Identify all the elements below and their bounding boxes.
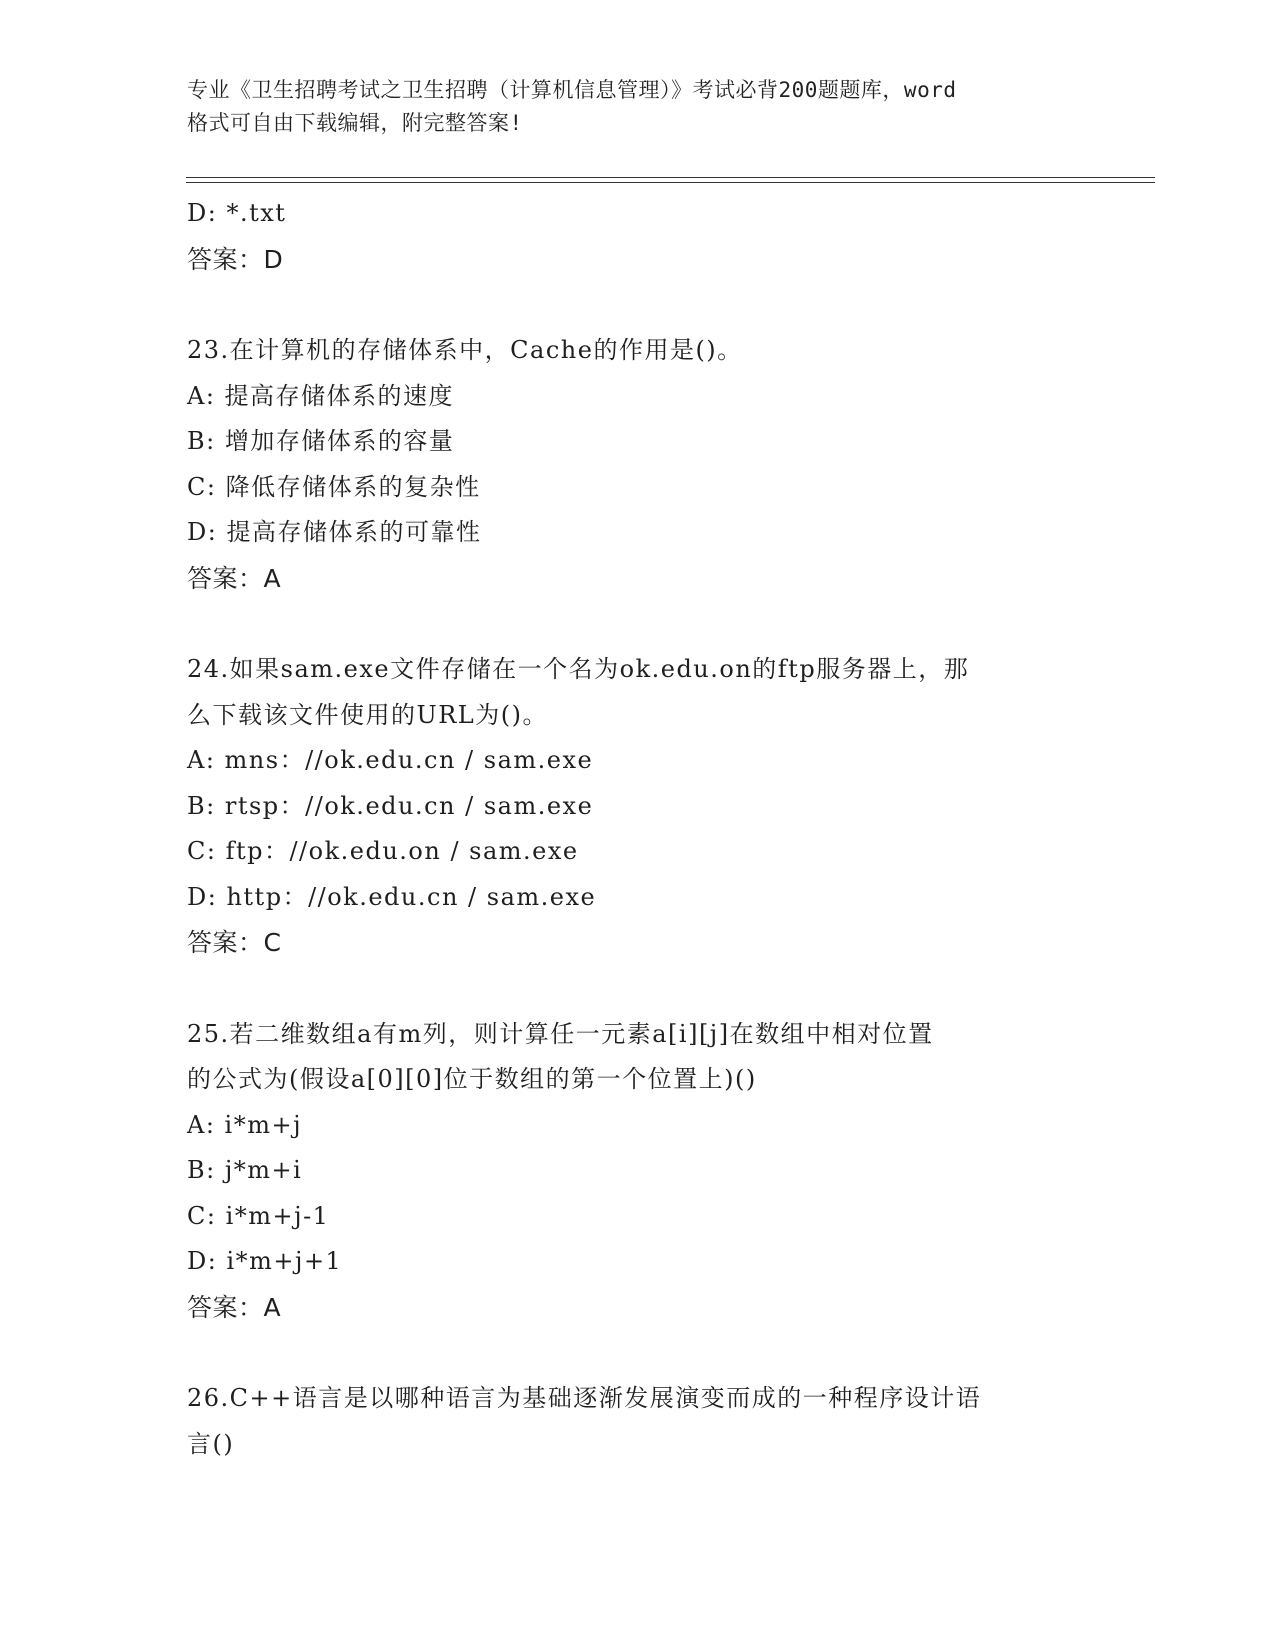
question-25-text-line-2: 的公式为(假设a[0][0]位于数组的第一个位置上)() [187, 1065, 757, 1093]
question-25-option-d: D: i*m+j+1 [187, 1247, 343, 1275]
question-25-text-line-1: 25.若二维数组a有m列，则计算任一元素a[i][j]在数组中相对位置 [187, 1019, 934, 1048]
question-25-option-c: C: i*m+j-1 [187, 1201, 330, 1230]
header-divider-top [186, 177, 1155, 178]
question-23-answer: 答案：A [187, 563, 282, 593]
header-title-line-1: 专业《卫生招聘考试之卫生招聘（计算机信息管理）》考试必背200题题库，word [187, 78, 957, 102]
question-26-text-line-2: 言() [187, 1429, 235, 1458]
question-25-option-a: A: i*m+j [187, 1110, 303, 1139]
question-24-text-line-2: 么下载该文件使用的URL为()。 [187, 700, 548, 729]
question-23-option-d: D: 提高存储体系的可靠性 [187, 518, 482, 546]
question-23-option-a: A: 提高存储体系的速度 [187, 381, 455, 410]
question-24-option-c: C: ftp：//ok.edu.on / sam.exe [187, 837, 579, 865]
document-header [187, 74, 1087, 140]
question-26 [187, 1376, 1087, 1467]
question-23 [187, 328, 1087, 601]
header-title-line-2: 格式可自由下载编辑，附完整答案! [187, 111, 523, 135]
question-25-option-b: B: j*m+i [187, 1156, 303, 1184]
question-24-option-a: A: mns：//ok.edu.cn / sam.exe [187, 746, 594, 774]
question-24-option-d: D: http：//ok.edu.cn / sam.exe [187, 882, 597, 911]
spacer [187, 966, 1087, 1012]
header-divider-bottom [186, 182, 1155, 183]
question-23-text: 23.在计算机的存储体系中，Cache的作用是()。 [187, 336, 743, 364]
question-26-text-line-1: 26.C++语言是以哪种语言为基础逐渐发展演变而成的一种程序设计语 [187, 1384, 982, 1412]
question-24-answer: 答案：C [187, 928, 282, 957]
question-25 [187, 1012, 1087, 1331]
spacer [187, 282, 1087, 328]
question-list [187, 191, 1087, 1467]
spacer [187, 1330, 1087, 1376]
question-23-option-b: B: 增加存储体系的容量 [187, 427, 455, 455]
prev-answer: 答案：D [187, 244, 284, 274]
question-23-option-c: C: 降低存储体系的复杂性 [187, 472, 481, 501]
question-24-text-line-1: 24.如果sam.exe文件存储在一个名为ok.edu.on的ftp服务器上，那 [187, 655, 970, 683]
prev-option-d: D: *.txt [187, 199, 287, 227]
question-25-answer: 答案：A [187, 1292, 282, 1322]
spacer [187, 601, 1087, 647]
question-24 [187, 647, 1087, 966]
question-24-option-b: B: rtsp：//ok.edu.cn / sam.exe [187, 791, 594, 820]
